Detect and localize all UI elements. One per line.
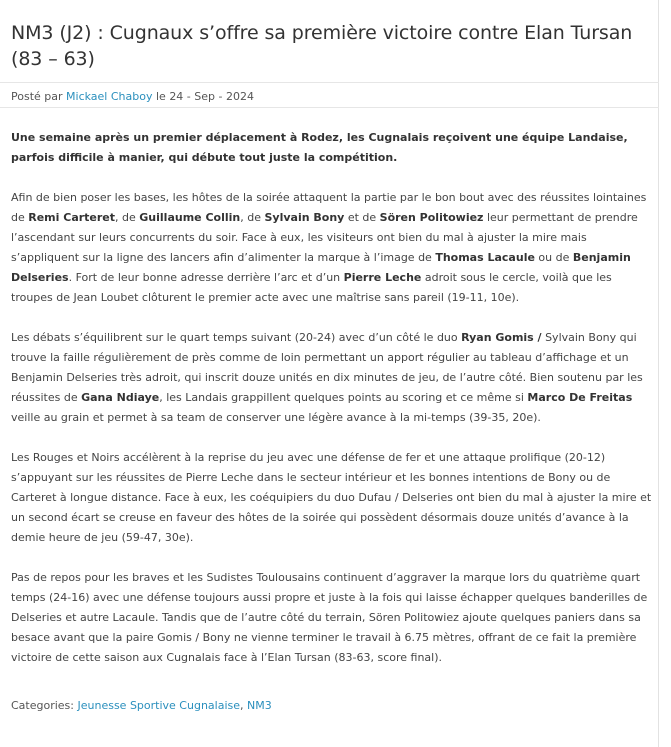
- text: Sylvain Bony qui trouve la faille régulièrement de près comme de loin permettant un apport régulier au tableau d’affichage et un Benjamin Delseries très adroit, qui inscrit douze unités en dix minutes de jeu, de l’autre côté. Bien soutenu par les réussites de: [11, 331, 643, 404]
- categories-label: Categories:: [11, 699, 78, 712]
- paragraph-3: Les Rouges et Noirs accélèrent à la reprise du jeu avec une défense de fer et une attaque prolifique (20-12) s’appuyant sur les réussites de Pierre Leche dans le secteur intérieur et les bonnes intentions de Bony ou de Carteret à longue distance. Face à eux, les coéquipiers du duo Dufau / Delseries ont bien du mal à ajuster la mire et un second écart se creuse en faveur des hôtes de la soirée qui possèdent désormais douze unités d’avance à la demie heure de jeu (59-47, 30e).: [11, 451, 652, 544]
- text: , de: [240, 211, 265, 224]
- text: , les Landais grappillent quelques points au scoring et ce même si: [159, 391, 528, 404]
- category-link-nm3[interactable]: NM3: [247, 699, 272, 712]
- post-date: 24 - Sep - 2024: [169, 90, 254, 103]
- category-link-jsc[interactable]: Jeunesse Sportive Cugnalaise: [77, 699, 241, 712]
- meta-divider: [0, 107, 659, 108]
- text: leur permettant de prendre l’ascendant sur leurs concurrents du soir. Face à eux, les visiteurs ont bien du mal à ajuster la mire mais s’appliquent sur la ligne des lancers afin d’alimenter la marque à l’image de: [11, 211, 638, 264]
- intro-text: Une semaine après un premier déplacement à Rodez, les Cugnalais reçoivent une équipe Landaise, parfois difficile à manier, qui débute tout juste la compétition.: [11, 131, 628, 164]
- player-name: Marco De Freitas: [527, 391, 633, 404]
- player-name: Sören Politowiez: [379, 211, 484, 224]
- post-meta: [11, 89, 254, 105]
- player-name: Ryan Gomis /: [461, 331, 542, 344]
- text: Afin de bien poser les bases, les hôtes de la soirée attaquent la partie par le bon bout avec des réussites lointaines de: [11, 191, 647, 224]
- author-link[interactable]: Mickael Chaboy: [66, 90, 153, 103]
- text: et de: [344, 211, 380, 224]
- categories: [11, 697, 272, 715]
- article-title: NM3 (J2) : Cugnaux s’offre sa première victoire contre Elan Tursan (83 – 63): [11, 22, 633, 70]
- posted-prefix: Posté par: [11, 90, 67, 103]
- player-name: Benjamin Delseries: [11, 251, 631, 284]
- player-name: Gana Ndiaye: [81, 391, 160, 404]
- player-name: Sylvain Bony: [264, 211, 345, 224]
- intro-paragraph: [11, 128, 655, 168]
- paragraph-4: Pas de repos pour les braves et les Sudistes Toulousains continuent d’aggraver la marque lors du quatrième quart temps (24-16) avec une défense toujours aussi propre et juste à la fois qui laisse échapper quelques banderilles de Delseries et autre Lacaule. Tandis que de l’autre côté du terrain, Sören Politowiez ajoute quelques paniers dans sa besace avant que la paire Gomis / Bony ne vienne terminer le travail à 6.75 mètres, offrant de ce fait la première victoire de cette saison aux Cugnalais face à l’Elan Tursan (83-63, score final).: [11, 571, 648, 664]
- player-name: Thomas Lacaule: [435, 251, 535, 264]
- paragraph-2: [11, 328, 655, 428]
- text: , de: [115, 211, 140, 224]
- date-prefix: le: [152, 90, 170, 103]
- paragraph-1: [11, 188, 655, 308]
- text: . Fort de leur bonne adresse derrière l’arc et d’un: [68, 271, 344, 284]
- player-name: Remi Carteret: [28, 211, 116, 224]
- text: veille au grain et permet à sa team de conserver une légère avance à la mi-temps (39-35, 20e).: [11, 411, 541, 424]
- player-name: Pierre Leche: [343, 271, 422, 284]
- text: ou de: [534, 251, 573, 264]
- text: Les débats s’équilibrent sur le quart temps suivant (20-24) avec d’un côté le duo: [11, 331, 462, 344]
- title-divider: [0, 82, 659, 83]
- player-name: Guillaume Collin: [139, 211, 241, 224]
- category-separator: ,: [240, 699, 248, 712]
- text: adroit sous le cercle, voilà que les troupes de Jean Loubet clôturent le premier acte avec une maîtrise sans pareil (19-11, 10e).: [11, 271, 612, 304]
- article-body: [11, 128, 655, 688]
